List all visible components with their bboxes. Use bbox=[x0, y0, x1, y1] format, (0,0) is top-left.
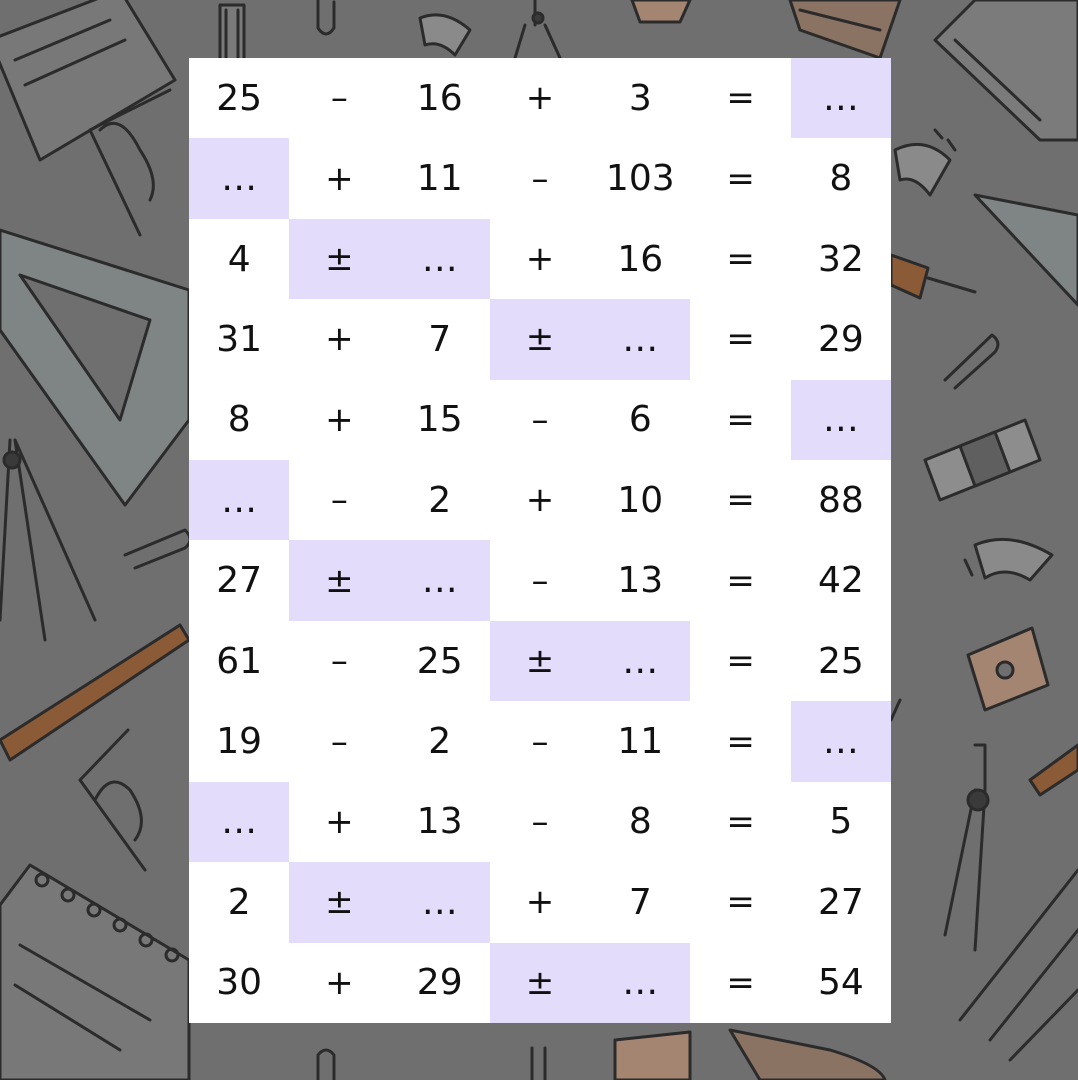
operator-cell: + bbox=[325, 962, 354, 1003]
number-cell: 19 bbox=[216, 721, 263, 763]
blank-answer-cell: … bbox=[590, 299, 690, 379]
paperclip-icon bbox=[318, 1050, 334, 1080]
blank-answer-cell: … bbox=[791, 701, 891, 781]
equals-sign: = bbox=[726, 721, 755, 762]
number-cell: 42 bbox=[817, 560, 864, 602]
eraser-icon bbox=[925, 420, 1040, 500]
number-cell: 13 bbox=[416, 801, 463, 843]
number-cell: 30 bbox=[216, 962, 263, 1004]
pencil-icon bbox=[220, 5, 244, 60]
blank-answer-cell: … bbox=[590, 943, 690, 1023]
equals-sign: = bbox=[726, 158, 755, 199]
number-cell: 8 bbox=[628, 801, 652, 843]
number-cell: 13 bbox=[617, 560, 664, 602]
operator-cell: ± bbox=[289, 862, 389, 942]
pencil-icon bbox=[0, 625, 189, 760]
operator-cell: – bbox=[531, 721, 549, 762]
number-cell: 8 bbox=[829, 158, 853, 200]
triangle-ruler-icon bbox=[975, 195, 1078, 305]
operator-cell: ± bbox=[490, 621, 590, 701]
operator-cell: + bbox=[525, 480, 555, 521]
paperclip-icon bbox=[318, 0, 334, 34]
operator-cell: – bbox=[531, 158, 549, 199]
operator-cell: – bbox=[330, 480, 348, 521]
number-cell: 7 bbox=[628, 881, 652, 923]
equals-sign: = bbox=[726, 882, 755, 923]
number-cell: 54 bbox=[817, 962, 864, 1004]
number-cell: 10 bbox=[617, 479, 664, 521]
number-cell: 29 bbox=[817, 318, 864, 360]
number-cell: 27 bbox=[817, 881, 864, 923]
number-cell: 25 bbox=[216, 77, 263, 119]
blank-answer-cell: … bbox=[189, 460, 289, 540]
pencil-shavings-icon bbox=[420, 15, 470, 55]
operator-cell: – bbox=[330, 641, 348, 682]
blank-answer-cell: … bbox=[189, 138, 289, 218]
operator-cell: ± bbox=[490, 943, 590, 1023]
operator-cell: + bbox=[525, 882, 555, 923]
paperclip-icon bbox=[125, 530, 190, 568]
operator-cell: + bbox=[325, 158, 354, 199]
operator-cell: – bbox=[330, 721, 348, 762]
number-cell: 31 bbox=[216, 318, 263, 360]
number-cell: 8 bbox=[227, 399, 251, 441]
operator-cell: ± bbox=[289, 219, 389, 299]
compass-icon bbox=[0, 440, 95, 640]
graph-arrow-icon bbox=[80, 730, 145, 870]
equals-sign: = bbox=[726, 560, 755, 601]
protractor-icon bbox=[730, 1030, 885, 1080]
compass-icon bbox=[515, 0, 560, 58]
blank-answer-cell: … bbox=[390, 862, 490, 942]
operator-cell: + bbox=[325, 319, 354, 360]
number-cell: 103 bbox=[605, 158, 675, 200]
operator-cell: – bbox=[531, 801, 549, 842]
number-cell: 16 bbox=[416, 77, 463, 119]
operator-cell: – bbox=[330, 78, 348, 119]
notebook-icon bbox=[0, 865, 189, 1080]
blank-answer-cell: … bbox=[189, 782, 289, 862]
operator-cell: + bbox=[525, 239, 555, 280]
number-cell: 2 bbox=[428, 479, 452, 521]
compass-icon bbox=[532, 1048, 545, 1080]
operator-cell: – bbox=[531, 560, 549, 601]
number-cell: 16 bbox=[617, 238, 664, 280]
number-cell: 6 bbox=[628, 399, 652, 441]
blank-answer-cell: … bbox=[590, 621, 690, 701]
equals-sign: = bbox=[726, 239, 755, 280]
number-cell: 27 bbox=[216, 560, 263, 602]
blank-answer-cell: … bbox=[390, 540, 490, 620]
number-cell: 4 bbox=[227, 238, 251, 280]
number-cell: 2 bbox=[428, 721, 452, 763]
equals-sign: = bbox=[726, 399, 755, 440]
notebook-icon bbox=[0, 0, 175, 160]
equals-sign: = bbox=[726, 319, 755, 360]
equals-sign: = bbox=[726, 78, 755, 119]
number-cell: 15 bbox=[416, 399, 463, 441]
number-cell: 32 bbox=[817, 238, 864, 280]
math-worksheet bbox=[189, 58, 891, 1023]
number-cell: 7 bbox=[428, 318, 452, 360]
number-cell: 5 bbox=[829, 801, 853, 843]
pencil-icon bbox=[1030, 745, 1078, 795]
number-cell: 25 bbox=[817, 640, 864, 682]
operator-cell: ± bbox=[490, 299, 590, 379]
blank-answer-cell: … bbox=[390, 219, 490, 299]
pencil-shavings-icon bbox=[965, 539, 1052, 580]
operator-cell: + bbox=[325, 801, 354, 842]
sharpener-icon bbox=[968, 628, 1048, 710]
operator-cell: ± bbox=[289, 540, 389, 620]
blank-answer-cell: … bbox=[791, 380, 891, 460]
number-cell: 88 bbox=[817, 479, 864, 521]
number-cell: 11 bbox=[617, 721, 664, 763]
number-cell: 3 bbox=[628, 77, 652, 119]
equals-sign: = bbox=[726, 962, 755, 1003]
paperclip-icon bbox=[945, 335, 998, 388]
operator-cell: + bbox=[325, 399, 354, 440]
equals-sign: = bbox=[726, 641, 755, 682]
number-cell: 29 bbox=[416, 962, 463, 1004]
protractor-icon bbox=[790, 0, 900, 58]
operator-cell: + bbox=[525, 78, 555, 119]
sharpener-icon bbox=[615, 1032, 690, 1080]
number-cell: 11 bbox=[416, 158, 463, 200]
sharpener-icon bbox=[632, 0, 690, 22]
number-cell: 25 bbox=[416, 640, 463, 682]
pushpin-icon bbox=[891, 255, 975, 298]
notebook-icon bbox=[935, 0, 1078, 140]
operator-cell: – bbox=[531, 399, 549, 440]
pencil-shavings-icon bbox=[895, 130, 955, 195]
number-cell: 2 bbox=[227, 881, 251, 923]
triangle-ruler-icon bbox=[0, 230, 189, 505]
blank-answer-cell: … bbox=[791, 58, 891, 138]
compass-icon bbox=[945, 745, 988, 950]
number-cell: 61 bbox=[216, 640, 263, 682]
equals-sign: = bbox=[726, 480, 755, 521]
equals-sign: = bbox=[726, 801, 755, 842]
